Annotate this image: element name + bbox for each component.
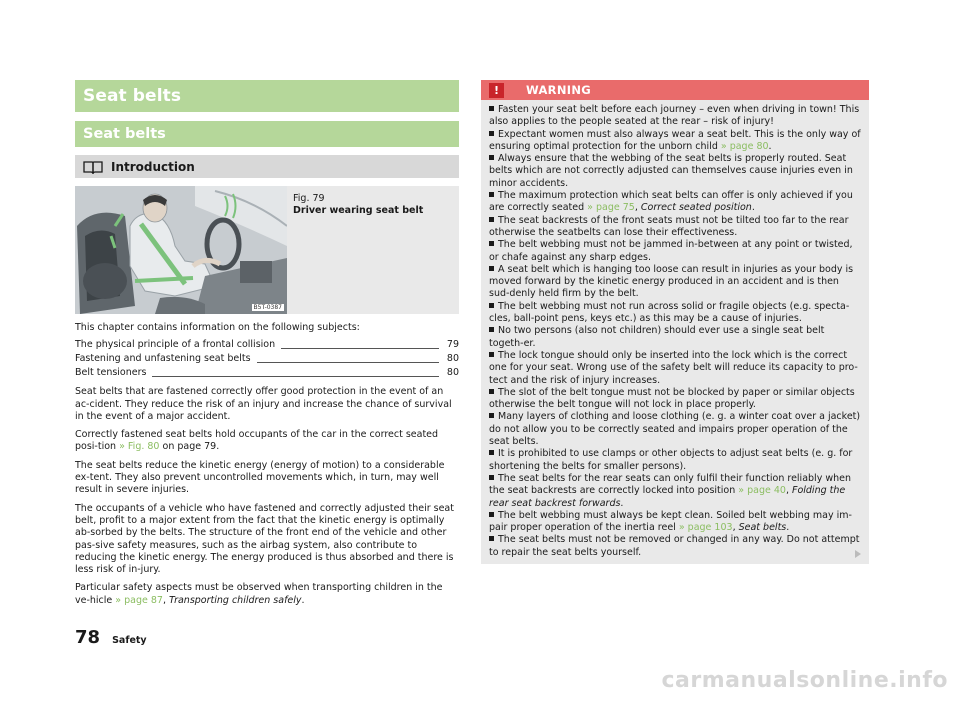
figure-code: B5T-0387 [253,304,282,311]
exclamation-icon: ! [489,83,504,98]
toc-item-page: 79 [446,339,459,351]
page-footer [75,627,147,648]
warning-item [489,448,861,473]
toc-item[interactable] [75,352,459,366]
warning-header [481,80,869,100]
warning-text: . [751,202,755,214]
bullet-icon [489,512,494,517]
bullet-icon [489,303,494,308]
right-column [481,80,869,564]
warning-item [489,215,861,240]
toc-item-page: 80 [446,353,459,365]
text: Particular safety aspects must be observed when transporting children in the ve-hicle [75,582,443,606]
body-paragraph [75,429,459,454]
bullet-icon [489,241,494,246]
body-paragraph [75,582,459,607]
warning-item [489,411,861,448]
driver-seatbelt-illustration [75,186,287,314]
warning-text: Always ensure that the webbing of the seat belts is properly routed. Seat belts which are not correctly adjusted can themselves cause injuries even in minor accidents. [489,153,853,189]
warning-text: Seat belts [738,522,787,534]
warning-title: WARNING [526,83,591,97]
warning-list [481,100,869,559]
bullet-icon [489,192,494,197]
left-column [75,80,459,607]
warning-text: The seat belts must not be removed or changed in any way. Do not attempt to repair the seat belts yourself. [489,534,860,558]
text: , [162,594,170,606]
bullet-icon [489,327,494,332]
bullet-icon [489,352,494,357]
page-link[interactable]: » page 103 [678,522,733,534]
warning-text: . [786,522,790,534]
warning-text: Many layers of clothing and loose clothing (e. g. a winter coat over a jacket) do not allow you to be correctly seated and impairs proper operation of the seat belts. [489,411,861,448]
figure-link[interactable]: » Fig. 80 [119,441,160,453]
text: Correctly fastened seat belts hold occupants of the car in the correct seated posi-tion [75,429,439,453]
warning-text: . [768,140,772,152]
text: on page 79. [159,441,220,453]
warning-item [489,534,861,559]
warning-text: Expectant women must also always wear a seat belt. This is the only way of ensuring optimal protection for the unborn child [489,128,861,152]
toc-list [75,338,459,380]
page-link[interactable]: » page 40 [738,485,786,497]
page-link[interactable]: » page 75 [587,202,635,214]
warning-text: The seat belts for the rear seats can only fulfil their function reliably when the seat backrests are correctly locked into position [489,472,851,497]
body-paragraph: Seat belts that are fastened correctly offer good protection in the event of an ac-cident. They reduce the risk of an injury and increase the chance of survival in the event of a major accident. [75,386,452,422]
warning-text: The slot of the belt tongue must not be blocked by paper or similar objects otherwise the belt tongue will not lock in place properly. [489,386,855,411]
warning-text: It is prohibited to use clamps or other objects to adjust seat belts (e. g. for shortening the belts for smaller persons). [489,448,853,472]
warning-text: Fasten your seat belt before each journey – even when driving in town! This also applies to the people seated at the rear – risk of injury! [489,104,860,128]
driver-illustration [75,186,287,314]
warning-text: Folding the rear seat backrest forwards [489,485,846,509]
toc-item[interactable] [75,366,459,380]
warning-text: The lock tongue should only be inserted into the lock which is the correct one for your seat. Wrong use of the safety belt will reduce its capacity to pro-tect and the risk of injury increases. [489,349,858,386]
section-heading [75,121,459,147]
figure-number: Fig. 79 [293,193,325,204]
bullet-icon [489,155,494,160]
warning-text: A seat belt which is hanging too loose can result in injuries as your body is moved forward by the kinetic energy produced in an accident and is then sud-denly held firm by the belt. [489,263,854,300]
warning-item [489,325,861,350]
page-number: 78 [75,627,101,648]
bullet-icon [489,389,494,394]
warning-item [489,104,861,129]
text: Transporting children safely [169,594,302,606]
warning-item [489,239,861,264]
bullet-icon [489,106,494,111]
continue-arrow-icon [855,550,861,558]
text: . [301,594,305,606]
warning-item [489,190,861,215]
toc-item[interactable] [75,338,459,352]
warning-item [489,387,861,412]
subsection-heading [75,155,459,178]
figure-caption-text: Driver wearing seat belt [293,205,424,216]
warning-text: The seat backrests of the front seats must not be tilted too far to the rear otherwise the seatbelts can lose their effectiveness. [489,214,849,238]
book-icon [83,160,103,174]
toc-item-label: Belt tensioners [75,367,147,379]
warning-item [489,301,861,326]
warning-text: No two persons (also not children) should ever use a single seat belt togeth-er. [489,325,825,349]
warning-item [489,264,861,301]
bullet-icon [489,266,494,271]
body-paragraph: The seat belts reduce the kinetic energy (energy of motion) to a considerable ex-tent. They also prevent uncontrolled movements which, in turn, may well result in severe injuries. [75,459,445,496]
footer-section: Safety [112,635,147,646]
subsection-title: Introduction [111,159,195,174]
bullet-icon [489,475,494,480]
bullet-icon [489,450,494,455]
warning-text: The belt webbing must not be jammed in-between at any point or twisted, or chafe against any sharp edges. [489,239,853,263]
watermark-logo: carmanualsonline.info [661,668,948,693]
warning-text: , [785,485,792,497]
figure-box [75,186,459,314]
toc-leader [152,369,439,377]
chapter-title: Seat belts [83,86,182,106]
warning-item [489,510,861,535]
warning-item [489,129,861,154]
body-paragraph: The occupants of a vehicle who have fastened and correctly adjusted their seat belt, profit to a major extent from the fact that the kinetic energy is optimally ab-sorbed by the belts. The structure of the front end of the vehicle and other pas-sive safety measures, such as the airbag system, also contribute to reducing the kinetic energy. The energy produced is thus absorbed and there is less risk of in-jury. [75,502,454,576]
warning-text: . [620,497,624,509]
bullet-icon [489,131,494,136]
bullet-icon [489,536,494,541]
warning-text: , [634,202,641,214]
warning-text: The belt webbing must always be kept clean. Soiled belt webbing may im-pair proper operation of the inertia reel [489,509,852,534]
toc-item-page: 80 [446,367,459,379]
page-link[interactable]: » page 87 [115,594,163,606]
page-link[interactable]: » page 80 [720,140,769,152]
toc-leader [257,355,439,363]
chapter-heading [75,80,459,112]
warning-item [489,153,861,190]
warning-text: , [732,522,739,534]
bullet-icon [489,217,494,222]
intro-lead: This chapter contains information on the following subjects: [75,322,360,333]
section-title: Seat belts [83,126,166,142]
warning-text: Correct seated position [640,202,752,214]
figure-caption [293,193,423,217]
warning-text: The belt webbing must not run across solid or fragile objects (e.g. specta-cles, ball-point pens, keys etc.) as this may be a cause of injuries. [489,300,850,325]
warning-item [489,350,861,387]
warning-box [481,80,869,564]
warning-item [489,473,861,510]
toc-item-label: Fastening and unfastening seat belts [75,353,251,365]
toc-leader [281,341,439,349]
toc-item-label: The physical principle of a frontal collision [75,339,276,351]
warning-text: The maximum protection which seat belts can offer is only achieved if you are correctly seated [489,190,853,214]
bullet-icon [489,413,494,418]
